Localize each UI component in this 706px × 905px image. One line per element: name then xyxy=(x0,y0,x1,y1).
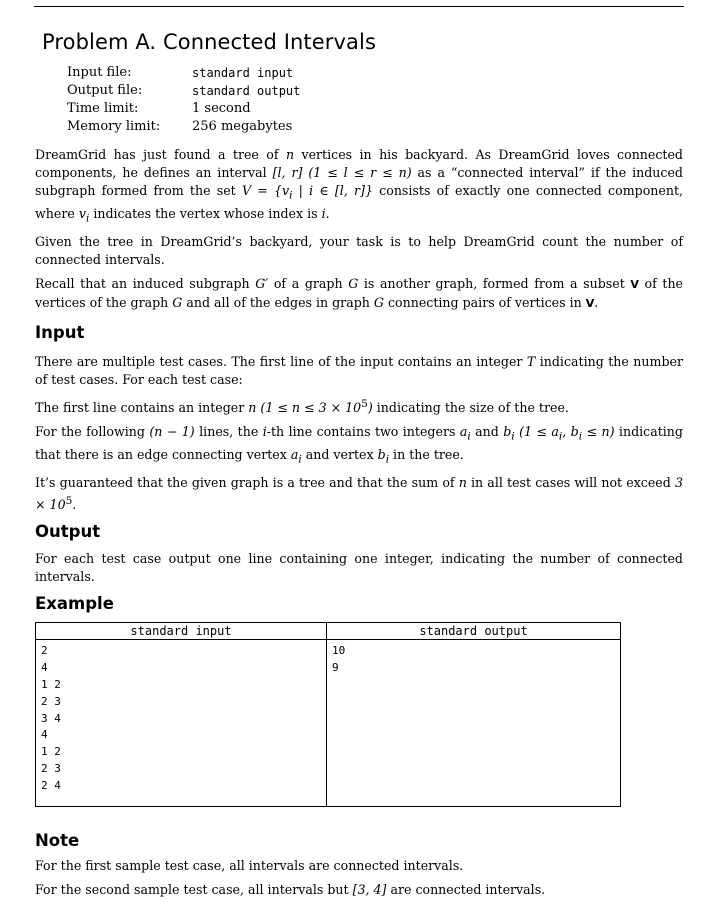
input-paragraph-2: The first line contains an integer n $(1 \le n \le 3 \times 10^5)$ indicating the size of the tree. xyxy=(35,398,569,416)
meta-value: 1 second xyxy=(192,101,251,116)
input-paragraph-1: There are multiple test cases. The first line of the input contains an integer T indicating the number of test cases. For each test case: xyxy=(35,354,683,388)
meta-value: standard input xyxy=(192,66,294,80)
output-paragraph: For each test case output one line containing one integer, indicating the number of connected intervals. xyxy=(35,551,683,585)
problem-meta xyxy=(67,64,300,136)
example-input-cell xyxy=(36,640,327,807)
example-input-text: 2 4 1 2 2 3 3 4 4 1 2 2 3 2 4 xyxy=(41,644,61,792)
legend-paragraph-2: Given the tree in DreamGrid’s backyard, your task is to help DreamGrid count the number of connected intervals. xyxy=(35,234,683,268)
meta-value: 256 megabytes xyxy=(192,119,293,134)
meta-value: standard output xyxy=(192,84,301,98)
meta-label: Output file: xyxy=(67,83,143,98)
example-output-header: standard output xyxy=(327,623,621,640)
meta-label: Memory limit: xyxy=(67,119,161,134)
legend-paragraph-1: DreamGrid has just found a tree of n vertices in his backyard. As DreamGrid loves connected components, he defines an interval [l, r] (1 ≤ l ≤ r ≤ n) as a “connected interval” if the induced subgraph formed from the set $V = \{v_i$ | i ∈ [l, r]} consists of exactly one connected component, where $v_i$ indicates the vertex whose index is i. xyxy=(35,147,684,225)
input-paragraph-4: It’s guaranteed that the given graph is a tree and that the sum of n in all test cases will not exceed $3 \times 10^5$. xyxy=(35,475,683,513)
meta-label: Input file: xyxy=(67,65,132,80)
problem-title: Problem A. Connected Intervals xyxy=(42,30,376,54)
input-heading: Input xyxy=(35,323,85,343)
page-top-rule xyxy=(34,6,684,7)
problem-content xyxy=(35,146,683,905)
note-heading: Note xyxy=(35,831,80,851)
example-heading: Example xyxy=(35,594,114,614)
output-heading: Output xyxy=(35,522,101,542)
example-output-cell xyxy=(327,640,621,807)
note-paragraph-2: For the second sample test case, all intervals but [3, 4] are connected intervals. xyxy=(35,882,546,898)
input-paragraph-3: For the following (n − 1) lines, the i-th line contains two integers $a_i$ and $b_i$ ($1 \le a_i$, $b_i \le n$) indicating that there is an edge connecting vertex $a_i$ and vertex $b_i$ in the tree. xyxy=(35,424,683,466)
meta-row-memory-limit xyxy=(67,118,300,136)
note-paragraph-1: For the first sample test case, all intervals are connected intervals. xyxy=(35,858,464,874)
meta-label: Time limit: xyxy=(67,101,139,116)
example-table xyxy=(35,622,621,807)
meta-row-time-limit xyxy=(67,100,300,118)
meta-row-output-file xyxy=(67,82,300,100)
legend-paragraph-3: Recall that an induced subgraph G′ of a graph G is another graph, formed from a subset V of the vertices of the graph G and all of the edges in graph G connecting pairs of vertices in V. xyxy=(35,276,684,311)
example-input-header: standard input xyxy=(36,623,327,640)
meta-row-input-file xyxy=(67,64,300,82)
example-output-text: 10 9 xyxy=(332,644,346,675)
